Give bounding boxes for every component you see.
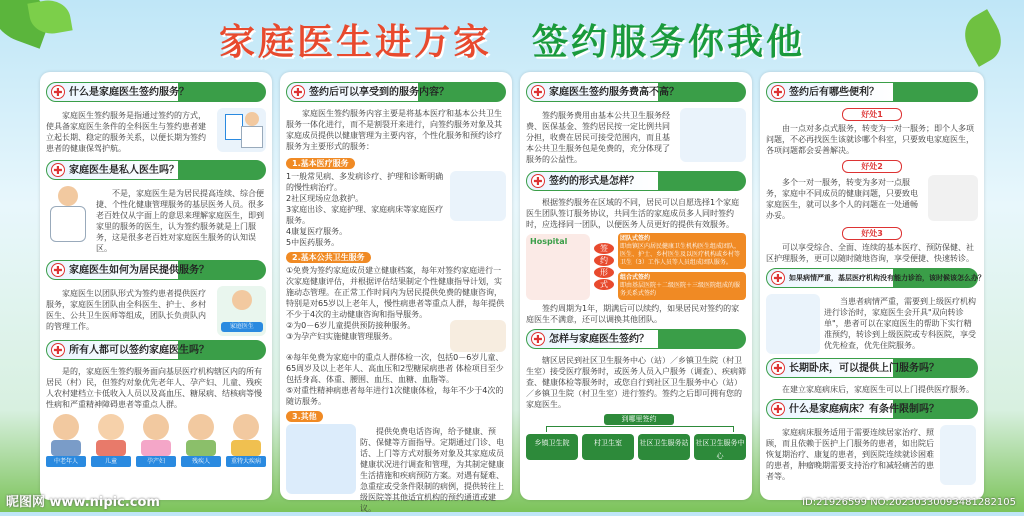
watermark: 昵图网 www.nipic.com bbox=[6, 495, 160, 510]
benefit-label: 好处2 bbox=[842, 160, 902, 173]
watermark-id: ID:21926599 NO:20230330093481282105 bbox=[802, 497, 1016, 508]
title-part2: 签约服务你我他 bbox=[532, 22, 806, 63]
section-body: 提供免费电话咨询，给予健康、预防、保健等方面指导。定期通过门诊、电话、上门等方式对服务对象及其家庭成员健康状况进行调查和管理，为其制定健康生活措施和疾病预防方案。对遇有疑难、急重症或受条件限制的病例，提供转往上级医院等其他适宜机构的预约通道或建议。 bbox=[360, 427, 504, 513]
sub-heading: 3.其他 bbox=[286, 411, 323, 422]
people-row bbox=[46, 414, 266, 467]
section-body: 签约服务费用由基本公共卫生服务经费、医保基金、签约居民按一定比例共同分担，收费在居民可接受范围内，而且基本公共卫生服务包是免费的，充分体现了服务的公益性。 bbox=[526, 111, 670, 164]
section-title: 家庭医生是私人医生吗？ bbox=[69, 165, 179, 176]
sign-form-area bbox=[526, 233, 746, 300]
doctor-clipboard-illustration bbox=[217, 108, 266, 152]
form-char: 约 bbox=[594, 255, 614, 266]
section-header bbox=[46, 160, 266, 180]
section-header bbox=[286, 82, 506, 102]
section-header bbox=[766, 82, 978, 102]
site-community-center: 社区卫生服务中心 bbox=[694, 434, 746, 460]
list-item: 5中医药服务。 bbox=[286, 238, 340, 247]
cycle-text: 签约周期为1年，期满后可以续约，如果居民对签约的家庭医生不满意，还可以调换其他团队。 bbox=[526, 304, 740, 324]
doctor-patient-illustration bbox=[450, 171, 506, 221]
benefit-text: 可以享受综合、全面、连续的基本医疗、预防保健、社区护理服务，更可以随时随地咨询，享受便捷、快速转诊。 bbox=[766, 243, 974, 263]
section-header bbox=[526, 329, 746, 349]
section-header bbox=[526, 82, 746, 102]
medical-cross-icon: ✚ bbox=[51, 263, 65, 277]
doctor-standing-illustration bbox=[940, 425, 976, 485]
person-figure bbox=[91, 414, 131, 467]
people-label: 残疾人 bbox=[181, 456, 221, 467]
combo-body: 即由基层医院＋二级医院＋三级医院组成的服务关系式签约 bbox=[620, 282, 741, 297]
people-label: 中老年人 bbox=[46, 456, 86, 467]
site-community-station: 社区卫生服务站 bbox=[638, 434, 690, 460]
title-part1: 家庭医生进万家 bbox=[218, 22, 492, 63]
sub-heading: 2.基本公共卫生服务 bbox=[286, 252, 371, 263]
medical-cross-icon: ✚ bbox=[51, 343, 65, 357]
flow-connector bbox=[546, 426, 734, 432]
medical-cross-icon: ✚ bbox=[51, 163, 65, 177]
person-figure bbox=[181, 414, 221, 467]
section-title: 家庭医生签约服务费高不高？ bbox=[549, 87, 679, 98]
section-header bbox=[46, 340, 266, 360]
page-title bbox=[0, 14, 1024, 65]
sign-form-vertical bbox=[594, 242, 614, 291]
where-to-sign bbox=[526, 414, 746, 466]
form-char: 签 bbox=[594, 243, 614, 254]
section-header bbox=[766, 268, 985, 288]
benefit-label: 好处3 bbox=[842, 227, 902, 240]
benefit-text: 多个一对一服务，转变为多对一点服务，家庭中不同成员的健康问题，只要致电家庭医生，就可以多个人的问题在一处通畅办妥。 bbox=[766, 178, 918, 220]
benefit-label: 好处1 bbox=[842, 108, 902, 121]
hospital-sign: Hospital bbox=[530, 236, 568, 246]
medical-cross-icon: ✚ bbox=[531, 174, 545, 188]
section-intro: 家庭医生签约服务内容主要是将基本医疗和基本公共卫生服务一体化进行，而不是割裂开来进行，向签约服务对象及其家庭成员提供以健康管理为主要内容，个性化服务和预约诊疗服务为主要形式的服务： bbox=[286, 109, 502, 151]
list-item: ③为孕产妇实施健康管理服务。 bbox=[286, 332, 398, 341]
doctor-consult-illustration bbox=[766, 294, 820, 354]
flow-title: 到哪里签约 bbox=[604, 414, 674, 425]
family-doctor-illustration bbox=[217, 286, 266, 336]
section-body: 当患者病情严重，需要到上级医疗机构进行诊治时，家庭医生会开具"双向转诊单"，患者可以在家庭医生的帮助下实行精准预约，转诊到上级医院或专科医院，享受优先检查，优先住院服务。 bbox=[824, 297, 976, 350]
person-figure bbox=[136, 414, 176, 467]
section-title: 所有人都可以签约家庭医生吗？ bbox=[69, 345, 209, 356]
service-list-2 bbox=[286, 320, 446, 352]
benefit-text: 由一点对多点式服务，转变为一对一服务；即个人多项问题，不必再找医生该就诊哪个科室，只要致电家庭医生，各项问题都会妥善解决。 bbox=[766, 124, 974, 155]
list-item: ⑤对重性精神病患者每年进行1次健康体检，每年不少于4次的随访服务。 bbox=[286, 386, 504, 406]
site-township-hospital: 乡镇卫生院 bbox=[526, 434, 578, 460]
section-body: 不是，家庭医生是为居民提高连续、综合便捷、个性化健康管理服务的基层医务人员。很多老百姓仅从字面上的意思来理解家庭医生，即到家里的服务的医生，认为签约服务就是上门服务，这是很多老百姓对家庭医生服务的认知误区。 bbox=[96, 189, 264, 253]
column-4 bbox=[760, 72, 984, 500]
column-3 bbox=[520, 72, 752, 500]
section-title: 签约后可以享受到的服务内容？ bbox=[309, 87, 449, 98]
list-item: 1一般常见病、多发病诊疗、护理和诊断明确的慢性病治疗。 bbox=[286, 172, 444, 192]
list-item: ②为0－6岁儿童提供预防接种服务。 bbox=[286, 321, 416, 330]
people-label: 儿童 bbox=[91, 456, 131, 467]
section-body: 根据签约服务在区域的不同，居民可以自愿选择1个家庭医生团队签订服务协议，共同生活的家庭成员多人同时签约时，应选择同一团队，以便医务人员更好的提供有效服务。 bbox=[526, 198, 740, 229]
section-title: 如果病情严重，基层医疗机构没有能力诊治，该时候该怎么办？ bbox=[789, 274, 985, 282]
list-item: 4康复医疗服务。 bbox=[286, 227, 348, 236]
combo-title: 组合式签约 bbox=[620, 274, 651, 281]
column-2 bbox=[280, 72, 512, 513]
medical-cross-icon: ✚ bbox=[771, 361, 785, 375]
person-figure bbox=[46, 414, 86, 467]
medical-cross-icon: ✚ bbox=[771, 85, 785, 99]
list-item: 2社区现场应急救护。 bbox=[286, 194, 364, 203]
form-char: 形 bbox=[594, 267, 614, 278]
section-title: 什么是家庭医生签约服务？ bbox=[69, 87, 189, 98]
doctor-elderly-illustration bbox=[680, 108, 746, 162]
section-body: 辖区居民到社区卫生服务中心（站）／乡镇卫生院（村卫生室）接受医疗服务时，或医务人员入户服务（调查）、疾病筛查、健康体检等服务时，或您自行到社区卫生服务中心（站）／乡镇卫生院（村卫生室）进行签约。签约之后即可拥有您的家庭医生。 bbox=[526, 356, 746, 409]
people-label: 孕产妇 bbox=[136, 456, 176, 467]
service-list-1 bbox=[286, 171, 446, 248]
section-body: ①免费为签约家庭成员建立健康档案，每年对签约家庭进行一次家庭健康评估，并根据评估结果制定个性健康指导计划，实施动态管理。在正常工作时间内为居民提供免费的健康咨询，特别是对65岁以上老年人，慢性病患者等重点人群，每年提供不少于4次的主动健康咨询和指导服务。 bbox=[286, 266, 505, 319]
medical-cross-icon: ✚ bbox=[531, 85, 545, 99]
person-figure bbox=[226, 414, 266, 467]
section-title: 长期卧床，可以提供上门服务吗？ bbox=[789, 363, 939, 374]
medical-cross-icon: ✚ bbox=[771, 271, 785, 285]
hospital-family-illustration bbox=[526, 234, 590, 300]
section-header bbox=[46, 260, 266, 280]
people-label: 重特大疾病 bbox=[226, 456, 266, 467]
sign-types bbox=[618, 233, 746, 300]
section-body: 家庭医生以团队形式为签约患者提供医疗服务，家庭医生团队由全科医生、护士、乡村医生、公共卫生医师等组成，团队长负责队内的管理工作。 bbox=[46, 289, 206, 331]
family-doctor-badge: 家庭医生 bbox=[221, 322, 263, 332]
section-title: 签约后有哪些便利？ bbox=[789, 87, 879, 98]
elderly-care-illustration bbox=[450, 320, 506, 352]
section-title: 签约的形式是怎样？ bbox=[549, 176, 639, 187]
team-title: 团队式签约 bbox=[620, 235, 651, 242]
section-header bbox=[46, 82, 266, 102]
handshake-illustration bbox=[286, 424, 356, 494]
doctor-illustration bbox=[46, 186, 92, 242]
list-item: 3家庭出诊、家庭护理、家庭病床等家庭医疗服务。 bbox=[286, 205, 444, 225]
column-1 bbox=[40, 72, 272, 500]
list-item: ④每年免费为家庭中的重点人群体检一次，包括0－6岁儿童、65周岁及以上老年人、高血压和2型糖尿病患者 体检项目至少包括身高、体重、腰围、血压、血糖、血脂等。 bbox=[286, 353, 504, 384]
section-body: 在建立家庭病床后，家庭医生可以上门提供医疗服务。 bbox=[782, 385, 974, 394]
section-header bbox=[526, 171, 746, 191]
wheelchair-illustration bbox=[928, 175, 978, 221]
medical-cross-icon: ✚ bbox=[771, 402, 785, 416]
team-body: 即由镇区内居民健康卫生机构医生组成团队，医生、护士、乡村医生及以医疗机构或乡村等卫生（3）工作人员等人员组成团队服务。 bbox=[620, 243, 741, 266]
medical-cross-icon: ✚ bbox=[51, 85, 65, 99]
section-body: 家庭病床服务适用于需要连续居家治疗、照顾，而且依赖于医护上门服务的患者，如出院后恢复期治疗、康复的患者，到医院连续就诊困难的患者，肿瘤晚期需要支持治疗和减轻痛苦的患者等。 bbox=[766, 428, 934, 481]
medical-cross-icon: ✚ bbox=[531, 332, 545, 346]
section-title: 什么是家庭病床？有条件限制吗？ bbox=[789, 404, 939, 415]
section-header bbox=[766, 358, 978, 378]
section-header bbox=[766, 399, 978, 419]
section-body: 是的，家庭医生签约服务面向基层医疗机构辖区内的所有居民（村）民，但签约对象优先老年人、孕产妇、儿童、残疾人农村建档立卡低收入人员以及高血压、糖尿病、结核病等慢性病和严重精神障碍患者等重点人群。 bbox=[46, 367, 262, 409]
form-char: 式 bbox=[594, 279, 614, 290]
section-title: 怎样与家庭医生签约？ bbox=[549, 334, 649, 345]
section-title: 家庭医生如何为居民提供服务？ bbox=[69, 265, 209, 276]
medical-cross-icon: ✚ bbox=[291, 85, 305, 99]
section-body: 家庭医生签约服务是指通过签约的方式，使具备家庭医生条件的全科医生与签约患者建立起长期、稳定的服务关系，以便长期为签约患者的健康保驾护航。 bbox=[46, 111, 206, 153]
sub-heading: 1.基本医疗服务 bbox=[286, 158, 355, 169]
site-village-clinic: 村卫生室 bbox=[582, 434, 634, 460]
